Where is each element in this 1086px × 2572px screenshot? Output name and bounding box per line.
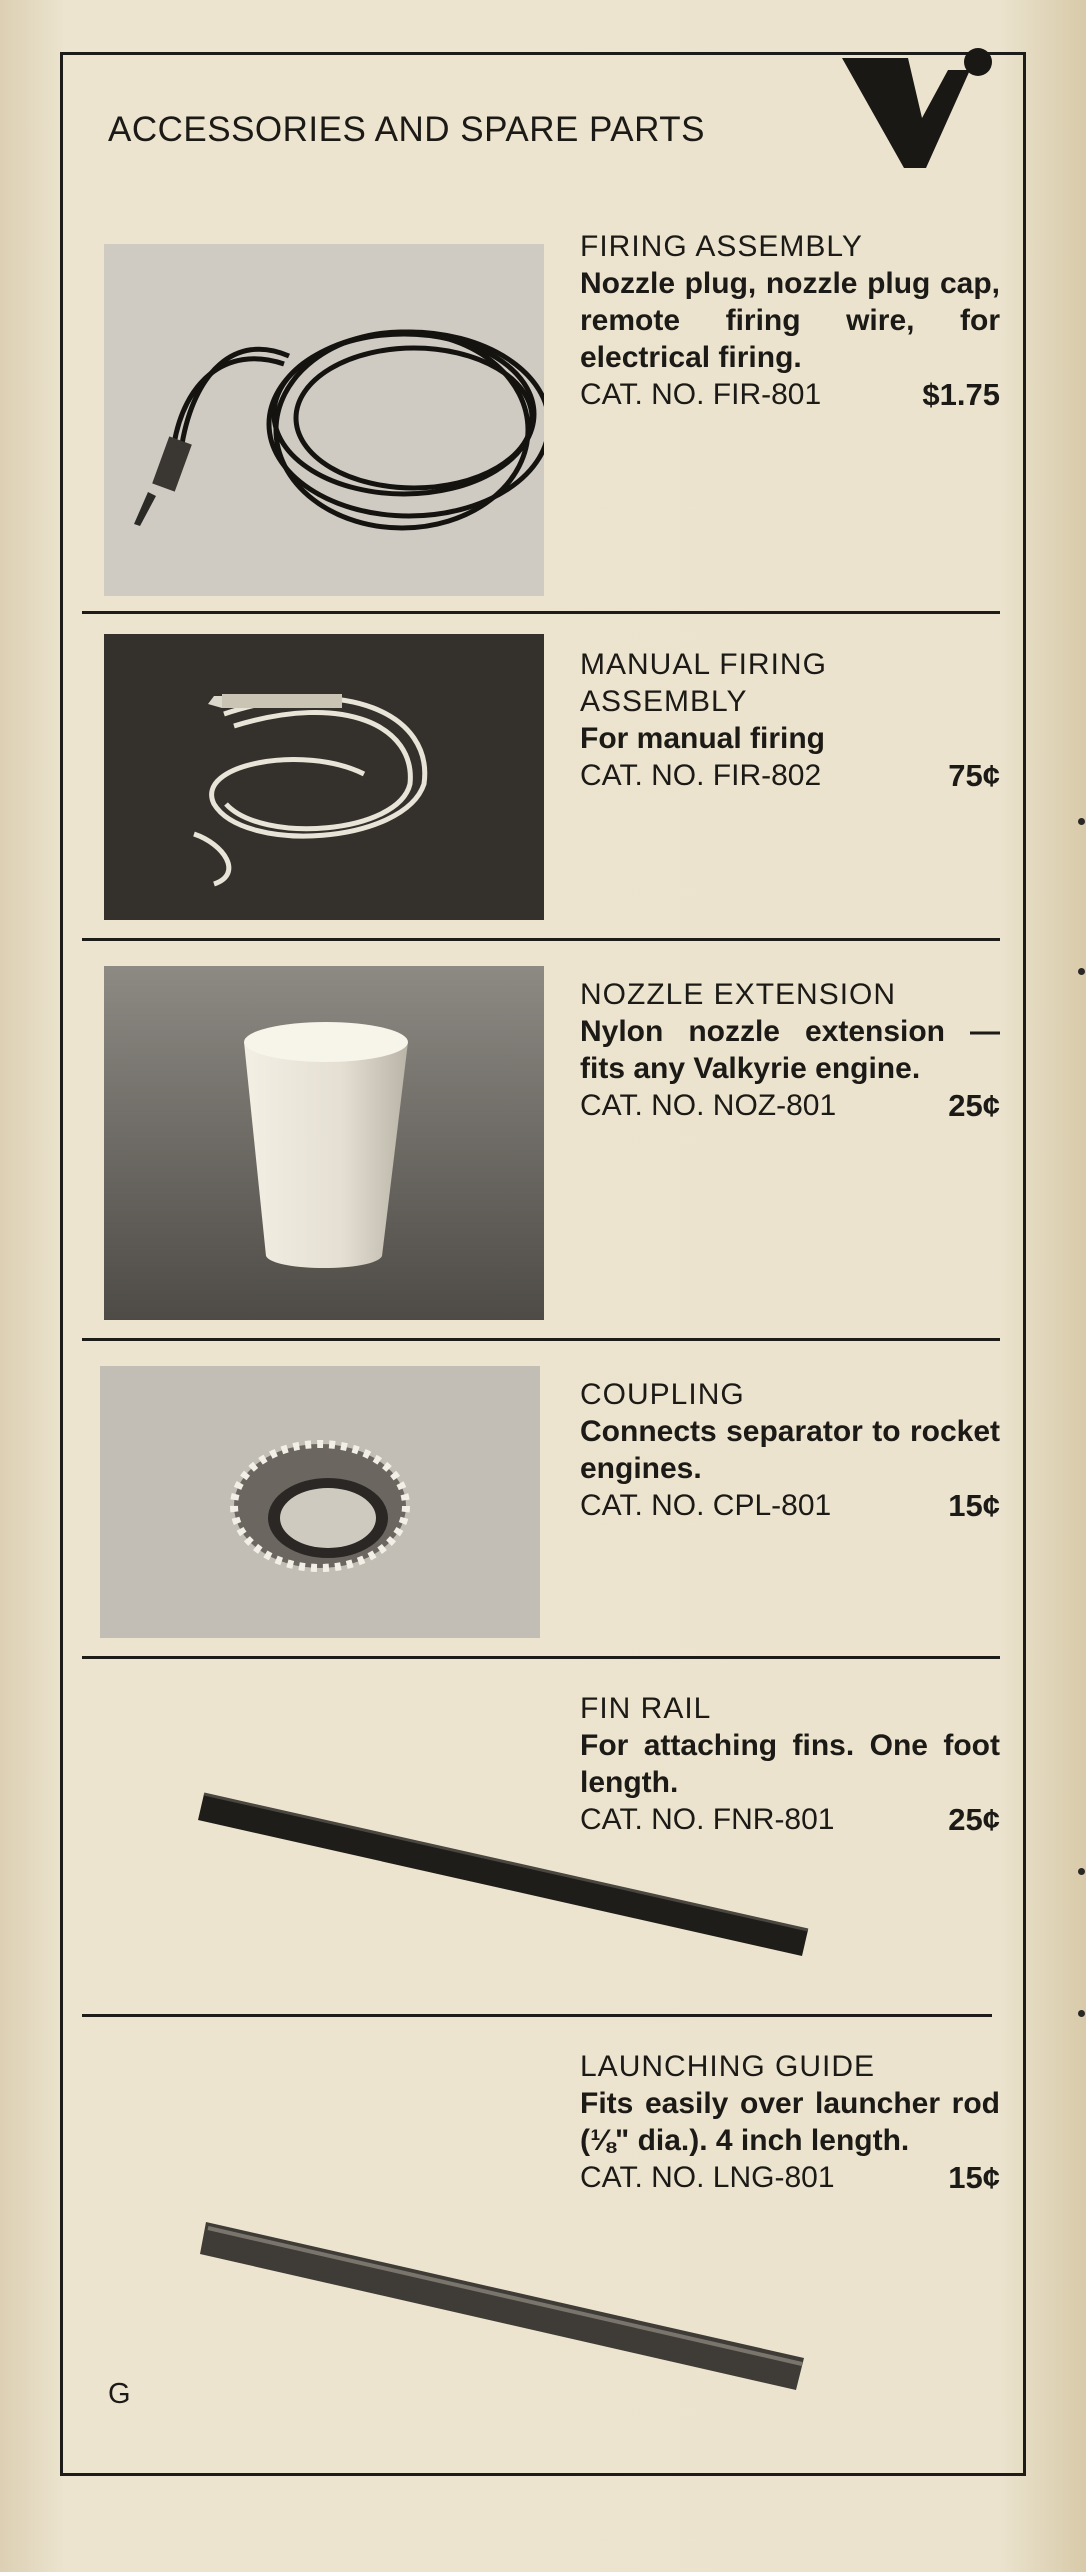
item-price: 15¢ <box>948 1488 1000 1523</box>
item-firing-assembly <box>580 228 1000 413</box>
item-description: Nylon nozzle extension — fits any Valkyrie engine. <box>580 1015 1000 1085</box>
item-catalog-row <box>580 1087 1000 1124</box>
item-title: NOZZLE EXTENSION <box>580 978 897 1011</box>
nozzle-extension-image <box>104 966 544 1320</box>
item-title: MANUAL FIRING ASSEMBLY <box>580 648 827 718</box>
firing-assembly-image <box>104 244 544 596</box>
firing-assembly-photo <box>104 244 544 596</box>
item-catalog-number: CAT. NO. FNR-801 <box>580 1803 835 1836</box>
item-price: 15¢ <box>948 2160 1000 2195</box>
manual-firing-assembly-image <box>104 634 544 920</box>
item-price: 25¢ <box>948 1088 1000 1123</box>
nozzle-extension-photo <box>104 966 544 1320</box>
divider <box>82 1338 1000 1341</box>
divider <box>82 1656 1000 1659</box>
divider <box>82 938 1000 941</box>
valkyrie-logo-icon <box>830 40 1000 170</box>
item-nozzle-extension <box>580 976 1000 1124</box>
item-price: 25¢ <box>948 1802 1000 1837</box>
item-catalog-row <box>580 2159 1000 2196</box>
divider <box>82 611 1000 614</box>
item-fin-rail <box>580 1690 1000 1838</box>
item-price: 75¢ <box>948 758 1000 793</box>
item-catalog-number: CAT. NO. FIR-801 <box>580 378 822 411</box>
item-title: FIN RAIL <box>580 1692 712 1725</box>
item-description: For attaching fins. One foot length. <box>580 1729 1000 1799</box>
item-title: LAUNCHING GUIDE <box>580 2050 876 2083</box>
item-description: Connects separator to rocket engines. <box>580 1415 1000 1485</box>
page-letter: G <box>108 2378 131 2410</box>
divider <box>82 2014 992 2017</box>
coupling-image <box>100 1366 540 1638</box>
page-title: ACCESSORIES AND SPARE PARTS <box>108 110 705 149</box>
item-catalog-number: CAT. NO. LNG-801 <box>580 2161 835 2194</box>
item-price: $1.75 <box>922 377 1000 412</box>
item-catalog-row <box>580 757 1000 794</box>
item-description: Fits easily over launcher rod (⅛" dia.). 4 inch length. <box>580 2087 1000 2157</box>
item-description: Nozzle plug, nozzle plug cap, remote firing wire, for electrical firing. <box>580 267 1000 374</box>
launching-guide-image <box>196 2200 816 2400</box>
staple-mark <box>1078 818 1085 825</box>
item-catalog-number: CAT. NO. CPL-801 <box>580 1489 832 1522</box>
item-catalog-number: CAT. NO. FIR-802 <box>580 759 822 792</box>
item-catalog-row <box>580 376 1000 413</box>
item-manual-firing-assembly <box>580 646 1000 794</box>
item-launching-guide <box>580 2048 1000 2196</box>
item-catalog-row <box>580 1487 1000 1524</box>
staple-mark <box>1078 968 1085 975</box>
staple-mark <box>1078 1868 1085 1875</box>
item-coupling <box>580 1376 1000 1524</box>
item-catalog-number: CAT. NO. NOZ-801 <box>580 1089 837 1122</box>
coupling-photo <box>100 1366 540 1638</box>
item-description: For manual firing <box>580 722 826 755</box>
item-title: FIRING ASSEMBLY <box>580 230 863 263</box>
staple-mark <box>1078 2010 1085 2017</box>
item-catalog-row <box>580 1801 1000 1838</box>
item-title: COUPLING <box>580 1378 745 1411</box>
manual-firing-assembly-photo <box>104 634 544 920</box>
